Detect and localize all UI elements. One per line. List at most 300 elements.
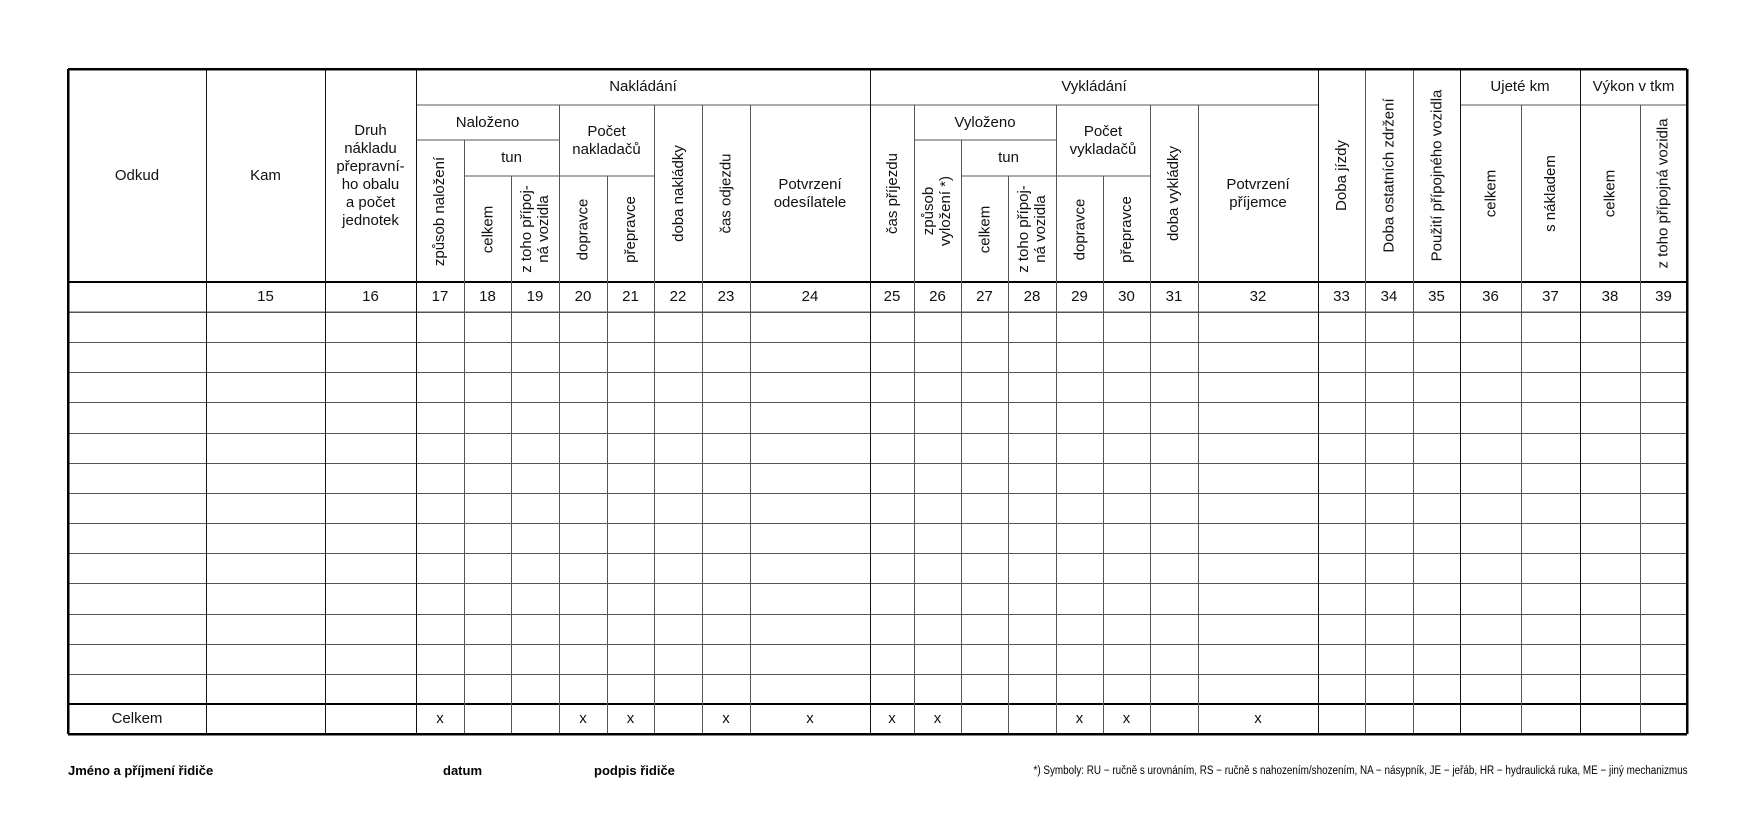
table-cell[interactable] <box>1150 433 1198 463</box>
table-cell[interactable] <box>68 614 206 644</box>
table-cell[interactable] <box>511 372 559 402</box>
table-cell[interactable] <box>750 644 870 674</box>
table-cell[interactable] <box>464 372 511 402</box>
table-cell[interactable] <box>1580 433 1640 463</box>
table-cell[interactable] <box>1198 433 1318 463</box>
table-cell[interactable] <box>1640 463 1687 493</box>
table-cell[interactable] <box>1580 402 1640 432</box>
table-cell[interactable] <box>1580 312 1640 342</box>
table-cell[interactable] <box>1103 312 1150 342</box>
table-cell[interactable] <box>68 372 206 402</box>
table-cell[interactable] <box>750 372 870 402</box>
table-cell[interactable] <box>511 614 559 644</box>
table-cell[interactable] <box>702 583 750 613</box>
table-cell[interactable] <box>464 523 511 553</box>
table-cell[interactable] <box>1460 463 1521 493</box>
table-cell[interactable] <box>206 674 325 704</box>
table-cell[interactable] <box>1413 583 1460 613</box>
table-cell[interactable] <box>1580 342 1640 372</box>
table-cell[interactable] <box>325 342 416 372</box>
table-cell[interactable] <box>559 342 607 372</box>
table-cell[interactable] <box>1365 312 1413 342</box>
table-cell[interactable] <box>1521 433 1580 463</box>
table-cell[interactable] <box>1640 553 1687 583</box>
table-cell[interactable] <box>1365 614 1413 644</box>
table-cell[interactable] <box>702 312 750 342</box>
table-cell[interactable] <box>654 433 702 463</box>
table-cell[interactable] <box>416 433 464 463</box>
table-cell[interactable] <box>325 644 416 674</box>
table-cell[interactable] <box>464 402 511 432</box>
table-cell[interactable] <box>1521 493 1580 523</box>
table-cell[interactable] <box>559 372 607 402</box>
table-cell[interactable] <box>654 523 702 553</box>
table-cell[interactable] <box>1580 644 1640 674</box>
table-cell[interactable] <box>1460 553 1521 583</box>
table-cell[interactable] <box>654 312 702 342</box>
table-cell[interactable] <box>1365 342 1413 372</box>
table-cell[interactable] <box>1413 402 1460 432</box>
table-cell[interactable] <box>1150 583 1198 613</box>
table-cell[interactable] <box>1460 342 1521 372</box>
table-cell[interactable] <box>1365 674 1413 704</box>
table-cell[interactable] <box>559 674 607 704</box>
table-cell[interactable] <box>607 493 654 523</box>
table-cell[interactable] <box>1103 674 1150 704</box>
table-cell[interactable] <box>914 583 961 613</box>
table-cell[interactable] <box>654 553 702 583</box>
table-cell[interactable] <box>68 312 206 342</box>
table-cell[interactable] <box>68 644 206 674</box>
table-cell[interactable] <box>914 493 961 523</box>
table-cell[interactable] <box>1150 493 1198 523</box>
table-cell[interactable] <box>1460 312 1521 342</box>
table-cell[interactable] <box>416 614 464 644</box>
table-cell[interactable] <box>1150 312 1198 342</box>
table-cell[interactable] <box>1640 402 1687 432</box>
table-cell[interactable] <box>511 583 559 613</box>
table-cell[interactable] <box>1056 433 1103 463</box>
table-cell[interactable] <box>68 674 206 704</box>
table-cell[interactable] <box>1056 523 1103 553</box>
table-cell[interactable] <box>1103 342 1150 372</box>
table-cell[interactable] <box>1640 674 1687 704</box>
table-cell[interactable] <box>464 553 511 583</box>
table-cell[interactable] <box>1460 493 1521 523</box>
table-cell[interactable] <box>1103 402 1150 432</box>
table-cell[interactable] <box>1318 644 1365 674</box>
table-cell[interactable] <box>1056 402 1103 432</box>
table-cell[interactable] <box>464 583 511 613</box>
table-cell[interactable] <box>1460 583 1521 613</box>
table-cell[interactable] <box>1521 674 1580 704</box>
table-cell[interactable] <box>325 674 416 704</box>
table-cell[interactable] <box>1365 372 1413 402</box>
table-cell[interactable] <box>1056 583 1103 613</box>
table-cell[interactable] <box>1150 523 1198 553</box>
table-cell[interactable] <box>511 644 559 674</box>
table-cell[interactable] <box>511 523 559 553</box>
table-cell[interactable] <box>206 463 325 493</box>
table-cell[interactable] <box>1365 644 1413 674</box>
table-cell[interactable] <box>1318 523 1365 553</box>
table-cell[interactable] <box>464 463 511 493</box>
table-cell[interactable] <box>1521 463 1580 493</box>
table-cell[interactable] <box>961 553 1008 583</box>
table-cell[interactable] <box>1640 433 1687 463</box>
table-cell[interactable] <box>870 644 914 674</box>
table-cell[interactable] <box>1008 372 1056 402</box>
table-cell[interactable] <box>702 463 750 493</box>
table-cell[interactable] <box>607 312 654 342</box>
table-cell[interactable] <box>1318 674 1365 704</box>
table-cell[interactable] <box>206 433 325 463</box>
table-cell[interactable] <box>1413 342 1460 372</box>
table-cell[interactable] <box>1318 583 1365 613</box>
table-cell[interactable] <box>1365 523 1413 553</box>
table-cell[interactable] <box>1413 463 1460 493</box>
table-cell[interactable] <box>1413 493 1460 523</box>
table-cell[interactable] <box>607 342 654 372</box>
table-cell[interactable] <box>559 523 607 553</box>
table-cell[interactable] <box>511 402 559 432</box>
table-cell[interactable] <box>68 493 206 523</box>
table-cell[interactable] <box>1103 523 1150 553</box>
table-cell[interactable] <box>206 553 325 583</box>
table-cell[interactable] <box>870 583 914 613</box>
table-cell[interactable] <box>702 372 750 402</box>
table-cell[interactable] <box>1521 342 1580 372</box>
table-cell[interactable] <box>559 553 607 583</box>
table-cell[interactable] <box>750 523 870 553</box>
table-cell[interactable] <box>559 433 607 463</box>
table-cell[interactable] <box>607 523 654 553</box>
table-cell[interactable] <box>607 583 654 613</box>
table-cell[interactable] <box>654 372 702 402</box>
table-cell[interactable] <box>325 402 416 432</box>
table-cell[interactable] <box>1318 372 1365 402</box>
table-cell[interactable] <box>1413 614 1460 644</box>
table-cell[interactable] <box>1008 674 1056 704</box>
table-cell[interactable] <box>1008 493 1056 523</box>
table-cell[interactable] <box>206 402 325 432</box>
table-cell[interactable] <box>1365 493 1413 523</box>
table-cell[interactable] <box>325 553 416 583</box>
table-cell[interactable] <box>206 493 325 523</box>
table-cell[interactable] <box>1365 583 1413 613</box>
table-cell[interactable] <box>1198 372 1318 402</box>
table-cell[interactable] <box>1460 614 1521 644</box>
table-cell[interactable] <box>559 644 607 674</box>
table-cell[interactable] <box>1460 372 1521 402</box>
table-cell[interactable] <box>750 463 870 493</box>
table-cell[interactable] <box>961 583 1008 613</box>
table-cell[interactable] <box>416 372 464 402</box>
table-cell[interactable] <box>1318 433 1365 463</box>
table-cell[interactable] <box>1365 402 1413 432</box>
table-cell[interactable] <box>325 493 416 523</box>
table-cell[interactable] <box>870 372 914 402</box>
table-cell[interactable] <box>1413 433 1460 463</box>
table-cell[interactable] <box>1580 674 1640 704</box>
table-cell[interactable] <box>607 433 654 463</box>
table-cell[interactable] <box>1198 463 1318 493</box>
table-cell[interactable] <box>1150 463 1198 493</box>
table-cell[interactable] <box>511 433 559 463</box>
table-cell[interactable] <box>1640 342 1687 372</box>
table-cell[interactable] <box>68 433 206 463</box>
table-cell[interactable] <box>1056 493 1103 523</box>
table-cell[interactable] <box>750 674 870 704</box>
table-cell[interactable] <box>416 553 464 583</box>
table-cell[interactable] <box>1580 463 1640 493</box>
table-cell[interactable] <box>1413 674 1460 704</box>
table-cell[interactable] <box>1150 342 1198 372</box>
table-cell[interactable] <box>1318 342 1365 372</box>
table-cell[interactable] <box>511 463 559 493</box>
table-cell[interactable] <box>750 493 870 523</box>
table-cell[interactable] <box>464 433 511 463</box>
table-cell[interactable] <box>607 614 654 644</box>
table-cell[interactable] <box>870 523 914 553</box>
table-cell[interactable] <box>416 342 464 372</box>
table-cell[interactable] <box>607 553 654 583</box>
table-cell[interactable] <box>961 493 1008 523</box>
table-cell[interactable] <box>750 342 870 372</box>
table-cell[interactable] <box>511 553 559 583</box>
table-cell[interactable] <box>1318 402 1365 432</box>
table-cell[interactable] <box>1460 523 1521 553</box>
table-cell[interactable] <box>68 342 206 372</box>
table-cell[interactable] <box>1103 493 1150 523</box>
table-cell[interactable] <box>416 644 464 674</box>
table-cell[interactable] <box>1103 463 1150 493</box>
table-cell[interactable] <box>206 644 325 674</box>
table-cell[interactable] <box>1198 523 1318 553</box>
table-cell[interactable] <box>914 433 961 463</box>
table-cell[interactable] <box>1640 644 1687 674</box>
table-cell[interactable] <box>1150 644 1198 674</box>
table-cell[interactable] <box>68 402 206 432</box>
table-cell[interactable] <box>416 463 464 493</box>
table-cell[interactable] <box>1413 372 1460 402</box>
table-cell[interactable] <box>914 674 961 704</box>
table-cell[interactable] <box>1056 312 1103 342</box>
table-cell[interactable] <box>961 614 1008 644</box>
table-cell[interactable] <box>1365 553 1413 583</box>
table-cell[interactable] <box>325 614 416 644</box>
table-cell[interactable] <box>702 553 750 583</box>
table-cell[interactable] <box>870 553 914 583</box>
table-cell[interactable] <box>702 342 750 372</box>
table-cell[interactable] <box>654 674 702 704</box>
table-cell[interactable] <box>511 312 559 342</box>
table-cell[interactable] <box>464 674 511 704</box>
table-cell[interactable] <box>1413 312 1460 342</box>
table-cell[interactable] <box>1103 583 1150 613</box>
table-cell[interactable] <box>961 342 1008 372</box>
table-cell[interactable] <box>464 342 511 372</box>
table-cell[interactable] <box>750 402 870 432</box>
table-cell[interactable] <box>1103 433 1150 463</box>
table-cell[interactable] <box>607 402 654 432</box>
table-cell[interactable] <box>1056 553 1103 583</box>
table-cell[interactable] <box>206 523 325 553</box>
table-cell[interactable] <box>325 312 416 342</box>
table-cell[interactable] <box>607 372 654 402</box>
table-cell[interactable] <box>464 614 511 644</box>
table-cell[interactable] <box>464 312 511 342</box>
table-cell[interactable] <box>1580 372 1640 402</box>
table-cell[interactable] <box>914 644 961 674</box>
table-cell[interactable] <box>1198 553 1318 583</box>
table-cell[interactable] <box>1580 583 1640 613</box>
table-cell[interactable] <box>416 312 464 342</box>
table-cell[interactable] <box>870 614 914 644</box>
table-cell[interactable] <box>961 402 1008 432</box>
table-cell[interactable] <box>206 342 325 372</box>
table-cell[interactable] <box>914 523 961 553</box>
table-cell[interactable] <box>654 644 702 674</box>
table-cell[interactable] <box>654 583 702 613</box>
table-cell[interactable] <box>607 463 654 493</box>
table-cell[interactable] <box>416 583 464 613</box>
table-cell[interactable] <box>1318 463 1365 493</box>
table-cell[interactable] <box>914 312 961 342</box>
table-cell[interactable] <box>559 493 607 523</box>
table-cell[interactable] <box>1640 614 1687 644</box>
table-cell[interactable] <box>1056 674 1103 704</box>
table-cell[interactable] <box>68 463 206 493</box>
table-cell[interactable] <box>1521 523 1580 553</box>
table-cell[interactable] <box>1198 614 1318 644</box>
table-cell[interactable] <box>1198 493 1318 523</box>
table-cell[interactable] <box>1460 674 1521 704</box>
table-cell[interactable] <box>1413 553 1460 583</box>
table-cell[interactable] <box>1103 553 1150 583</box>
table-cell[interactable] <box>870 493 914 523</box>
table-cell[interactable] <box>1198 342 1318 372</box>
table-cell[interactable] <box>1318 493 1365 523</box>
table-cell[interactable] <box>870 402 914 432</box>
table-cell[interactable] <box>1008 402 1056 432</box>
table-cell[interactable] <box>1150 553 1198 583</box>
table-cell[interactable] <box>1103 614 1150 644</box>
table-cell[interactable] <box>511 674 559 704</box>
table-cell[interactable] <box>914 463 961 493</box>
table-cell[interactable] <box>1521 312 1580 342</box>
table-cell[interactable] <box>206 312 325 342</box>
table-cell[interactable] <box>702 433 750 463</box>
table-cell[interactable] <box>416 523 464 553</box>
table-cell[interactable] <box>1521 644 1580 674</box>
table-cell[interactable] <box>1008 644 1056 674</box>
table-cell[interactable] <box>750 553 870 583</box>
table-cell[interactable] <box>1150 402 1198 432</box>
table-cell[interactable] <box>325 433 416 463</box>
table-cell[interactable] <box>464 644 511 674</box>
table-cell[interactable] <box>1365 433 1413 463</box>
table-cell[interactable] <box>1198 583 1318 613</box>
table-cell[interactable] <box>961 433 1008 463</box>
table-cell[interactable] <box>325 463 416 493</box>
table-cell[interactable] <box>702 523 750 553</box>
table-cell[interactable] <box>914 614 961 644</box>
table-cell[interactable] <box>1460 644 1521 674</box>
table-cell[interactable] <box>1150 372 1198 402</box>
table-cell[interactable] <box>654 463 702 493</box>
table-cell[interactable] <box>750 433 870 463</box>
table-cell[interactable] <box>1008 312 1056 342</box>
table-cell[interactable] <box>1056 463 1103 493</box>
table-cell[interactable] <box>750 583 870 613</box>
table-cell[interactable] <box>654 614 702 644</box>
table-cell[interactable] <box>559 614 607 644</box>
table-cell[interactable] <box>1460 433 1521 463</box>
table-cell[interactable] <box>961 463 1008 493</box>
table-cell[interactable] <box>1150 614 1198 644</box>
table-cell[interactable] <box>870 674 914 704</box>
table-cell[interactable] <box>416 493 464 523</box>
table-cell[interactable] <box>1580 523 1640 553</box>
table-cell[interactable] <box>961 674 1008 704</box>
table-cell[interactable] <box>961 312 1008 342</box>
table-cell[interactable] <box>870 312 914 342</box>
table-cell[interactable] <box>1056 644 1103 674</box>
table-cell[interactable] <box>325 583 416 613</box>
table-cell[interactable] <box>1198 312 1318 342</box>
table-cell[interactable] <box>607 674 654 704</box>
table-cell[interactable] <box>702 493 750 523</box>
table-cell[interactable] <box>1640 312 1687 342</box>
table-cell[interactable] <box>559 402 607 432</box>
table-cell[interactable] <box>654 493 702 523</box>
table-cell[interactable] <box>206 372 325 402</box>
table-cell[interactable] <box>1150 674 1198 704</box>
table-cell[interactable] <box>1580 614 1640 644</box>
table-cell[interactable] <box>654 342 702 372</box>
table-cell[interactable] <box>1640 523 1687 553</box>
table-cell[interactable] <box>1580 553 1640 583</box>
table-cell[interactable] <box>1056 372 1103 402</box>
table-cell[interactable] <box>654 402 702 432</box>
table-cell[interactable] <box>1198 402 1318 432</box>
table-cell[interactable] <box>961 523 1008 553</box>
table-cell[interactable] <box>1008 583 1056 613</box>
table-cell[interactable] <box>607 644 654 674</box>
table-cell[interactable] <box>870 463 914 493</box>
table-cell[interactable] <box>68 553 206 583</box>
table-cell[interactable] <box>1640 583 1687 613</box>
table-cell[interactable] <box>961 372 1008 402</box>
table-cell[interactable] <box>325 523 416 553</box>
table-cell[interactable] <box>702 644 750 674</box>
table-cell[interactable] <box>914 342 961 372</box>
table-cell[interactable] <box>1640 493 1687 523</box>
table-cell[interactable] <box>559 583 607 613</box>
table-cell[interactable] <box>870 433 914 463</box>
table-cell[interactable] <box>702 402 750 432</box>
table-cell[interactable] <box>1521 583 1580 613</box>
table-cell[interactable] <box>511 493 559 523</box>
table-cell[interactable] <box>1008 523 1056 553</box>
table-cell[interactable] <box>961 644 1008 674</box>
table-cell[interactable] <box>1413 523 1460 553</box>
table-cell[interactable] <box>1521 553 1580 583</box>
table-cell[interactable] <box>750 614 870 644</box>
table-cell[interactable] <box>914 402 961 432</box>
table-cell[interactable] <box>1521 372 1580 402</box>
